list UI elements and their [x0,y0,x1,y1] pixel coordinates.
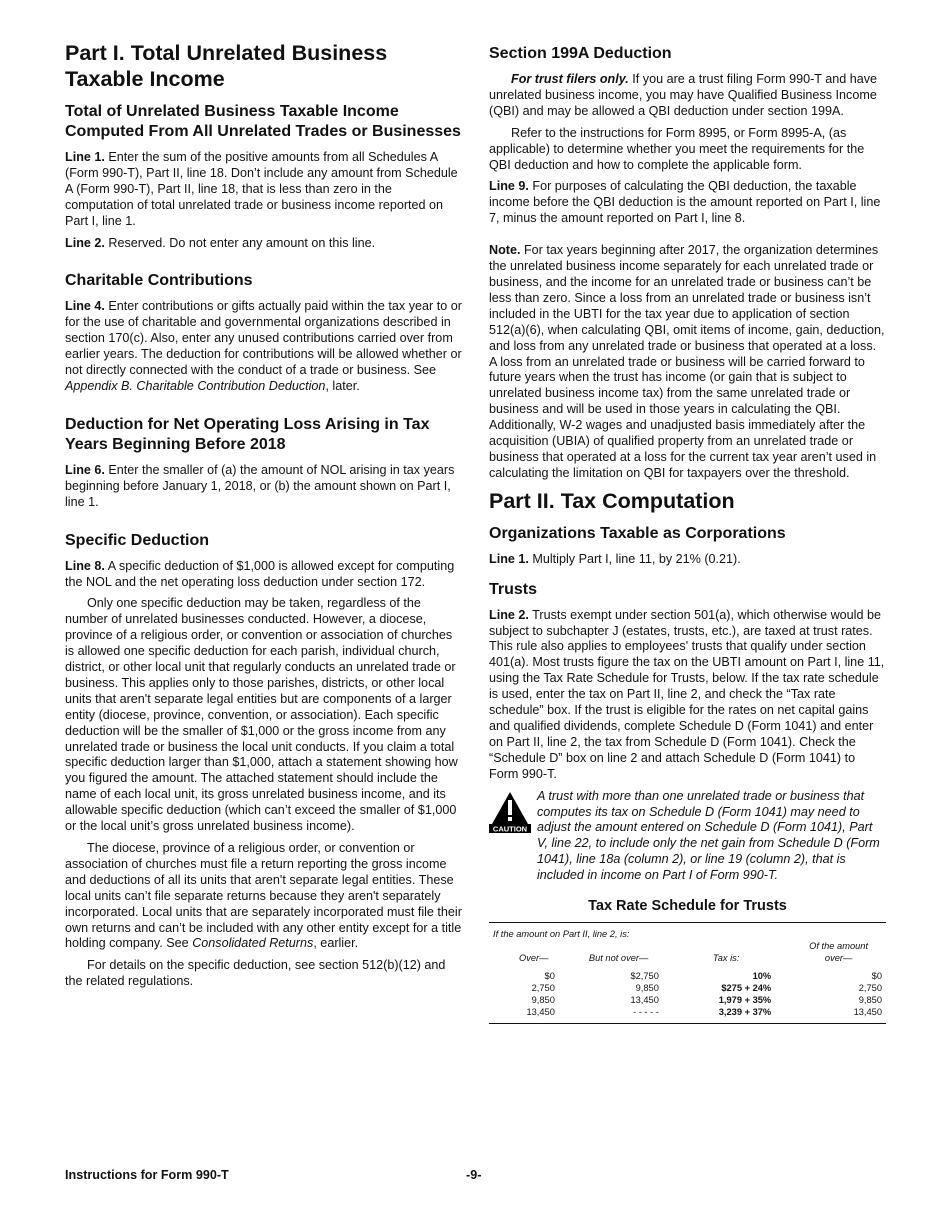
diocese-paragraph [65,841,463,952]
details-paragraph: For details on the specific deduction, see section 512(b)(12) and the related regulations. [65,958,446,989]
p2-line1-label: Line 1. [489,551,529,566]
caution-icon [489,791,531,838]
cell-over: 13,450 [526,1007,555,1018]
cell-of-amount: 9,850 [858,995,882,1006]
line4-label: Line 4. [65,299,105,314]
part2-title: Part II. Tax Computation [489,488,735,513]
line2-label: Line 2. [65,235,105,250]
line2-text: Reserved. Do not enter any amount on this line. [104,235,376,250]
table-row [489,1006,886,1024]
footer-form-name: Instructions for Form 990-T [65,1168,229,1182]
line1-text: Enter the sum of the positive amounts from all Schedules A (Form 990-T), Part II, line 18. Don’t include any amount from Schedule A (Form 990-T), Part II, line 18, that is less than zero in the computation of total unrelated trade or business income reported on Part I, line 1. [65,150,458,228]
cell-tax: 3,239 + 37% [718,1007,772,1018]
note-text: For tax years beginning after 2017, the organization determines the unrelated business income separately for each unrelated trade or business, and the income for an unrelated trade or business can’t be less than zero. Since a loss from an unrelated trade or business isn’t included in the UBTI for the tax year due to application of section 512(a)(6), when calculating QBI, omit items of income, gain, deduction, and loss from any unrelated trade or business that operated at a loss. A loss from an unrelated trade or business will be carried forward to future years when the trust has income (or gain that is subject to unrelated business income tax) from the same unrelated trade or business and will be used in those years in calculating the QBI. Additionally, W-2 wages and unadjusted basis immediately after the acquisition (UBIA) of qualified property from an unrelated trade or business that operated at a loss for the current tax year aren’t used in calculating the limitation on QBI for taxpayers over the threshold. [489,243,885,480]
left-column [65,40,463,996]
p2-line2-text: Trusts exempt under section 501(a), which otherwise would be subject to subchapter J (estates, trusts, etc.), are taxed at trust rates. This rule also applies to employees' trusts that qualify under section 401(a). Most trusts figure the tax on the UBTI amount on Part I, line 11, using the Tax Rate Schedule for Trusts, below. If the tax rate schedule is used, enter the tax on Part II, line 2, and check the “Tax rate schedule” box. If the trust is eligible for the rates on net capital gains and qualified dividends, complete Schedule D (Form 1041) and enter on Part II, line 2, the tax from Schedule D (Form 1041). Check the “Schedule D” box on line 2 and attach Schedule D (Form 1041) to Form 990-T. [489,607,885,781]
corporations-heading: Organizations Taxable as Corporations [489,524,786,542]
line8-paragraph [65,559,463,591]
line8-label: Line 8. [65,558,105,573]
col-tax: Tax is: [712,953,740,964]
line4-text: Enter contributions or gifts actually paid within the tax year to or for the use of charitable and governmental organizations described in section 170(c). Also, enter any unused contributions carried over from earlier years. The deduction for contributions will be allowed whether or not directly connected with the conduct of a trade or business. See [65,299,462,378]
caution-word: CAUTION [492,824,528,833]
line8-text: A specific deduction of $1,000 is allowed except for computing the NOL and the net operating loss deduction under section 172. [65,558,455,589]
charitable-heading: Charitable Contributions [65,272,253,290]
cell-not-over: 13,450 [630,995,659,1006]
cell-over: $0 [544,971,555,982]
trust-filers-text: If you are a trust filing Form 990-T and have unrelated business income, you may have Qualified Business Income (QBI) and may be allowed a QBI deduction under section 199A. [489,72,878,118]
diocese-end: , earlier. [313,936,359,951]
line4-reference: Appendix B. Charitable Contribution Deduction [65,378,326,393]
only-one-paragraph: Only one specific deduction may be taken, regardless of the number of unrelated businesses conducted. However, a diocese, province of a religious order, or convention or association of churches is allowed one specific deduction for each parish, individual church, district, or other local unit that regularly conducts an unrelated trade or business. This applies only to those parishes, districts, or other local units that aren't separate legal entities but are components of a larger entity (diocese, province, convention, or association). Each specific deduction will be the smaller of $1,000 or the gross income from any unrelated trade or business the local unit conducts. If you claim a total specific deduction larger than $1,000, attach a statement showing how you figured the amount. The attached statement should include the name of each local unit, its gross unrelated business income, and its allowable specific deduction (which can’t exceed the smaller of $1,000 or the local unit’s gross unrelated business income). [65,596,458,834]
cell-over: 2,750 [531,983,555,994]
cell-tax: 10% [752,971,772,982]
specific-deduction-heading: Specific Deduction [65,531,210,549]
cell-of-amount: 2,750 [858,983,882,994]
right-column [489,44,886,1024]
trust-filers-paragraph [489,72,886,120]
line9-label: Line 9. [489,179,529,194]
footer-page-number: -9- [466,1168,482,1182]
cell-tax: $275 + 24% [721,983,772,994]
nol-heading: Deduction for Net Operating Loss Arising in Tax Years Beginning Before 2018 [65,415,430,453]
line9-text: For purposes of calculating the QBI deduction, the taxable income before the QBI deduction is the amount reported on Part I, line 7, minus the amount reported on Part I, line 8. [489,179,881,226]
cell-of-amount: $0 [871,971,882,982]
note-label: Note. [489,243,521,258]
caution-text: A trust with more than one unrelated trade or business that computes its tax on Schedule D (Form 1041) may need to adjust the amount entered on Schedule D (Form 1041), Part V, line 22, to include only the net gain from Schedule D (Form 1041), line 18a (column 2), or line 19 (column 2), that is included in income on Part I of Form 990-T. [537,788,880,883]
total-ubti-heading: Total of Unrelated Business Taxable Income Computed From All Unrelated Trades or Businesses [65,103,461,140]
refer-paragraph: Refer to the instructions for Form 8995, or Form 8995-A, (as applicable) to determine whether you meet the requirements for the QBI deduction and how to complete the applicable form. [489,125,865,172]
p2-line1-paragraph [489,552,886,568]
trust-filers-label: For trust filers only. [511,72,629,86]
p2-line1-text: Multiply Part I, line 11, by 21% (0.21). [528,551,741,566]
p2-line2-label: Line 2. [489,607,529,622]
note-paragraph [489,243,886,482]
cell-tax: 1,979 + 35% [718,995,772,1006]
line1-paragraph [65,150,463,230]
trusts-heading: Trusts [489,580,538,598]
diocese-reference: Consolidated Returns [192,936,314,951]
section-199a-heading: Section 199A Deduction [489,45,672,62]
cell-not-over: $2,750 [630,971,659,982]
part1-title: Part I. Total Unrelated Business Taxable Income [65,41,388,91]
p2-line2-paragraph [489,608,886,783]
col-not-over: But not over— [588,953,649,964]
col-of-amount-1: Of the amount [809,941,869,952]
table-row [489,982,886,994]
tax-table-title: Tax Rate Schedule for Trusts [588,898,787,915]
cell-of-amount: 13,450 [853,1007,882,1018]
cell-not-over: 9,850 [635,983,659,994]
tax-rate-table [489,922,886,1024]
line1-label: Line 1. [65,150,105,164]
col-of-amount-2: over— [824,953,853,964]
line6-text: Enter the smaller of (a) the amount of NOL arising in tax years beginning before January 1, 2018, or (b) the amount shown on Part I, line 1. [65,462,455,509]
line4-end: , later. [325,378,360,393]
line4-paragraph [65,299,463,394]
line9-paragraph [489,179,886,227]
cell-not-over: - - - - - [633,1007,659,1018]
table-row [489,970,886,982]
line6-label: Line 6. [65,462,105,477]
line2-paragraph [65,236,463,252]
col-over: Over— [519,953,549,964]
tax-table-caption: If the amount on Part II, line 2, is: [493,929,630,940]
cell-over: 9,850 [531,995,555,1006]
caution-block [489,789,886,884]
line6-paragraph [65,463,463,511]
diocese-text: The diocese, province of a religious order, or convention or association of churches must file a return reporting the gross income and deductions of all its units that aren't separate legal entities. These local units can’t file separate returns because they aren't separately incorporated. Local units that are separately incorporated must file their own returns and can’t be included with any other entity except for a title holding company. See [65,841,462,951]
table-row [489,994,886,1006]
